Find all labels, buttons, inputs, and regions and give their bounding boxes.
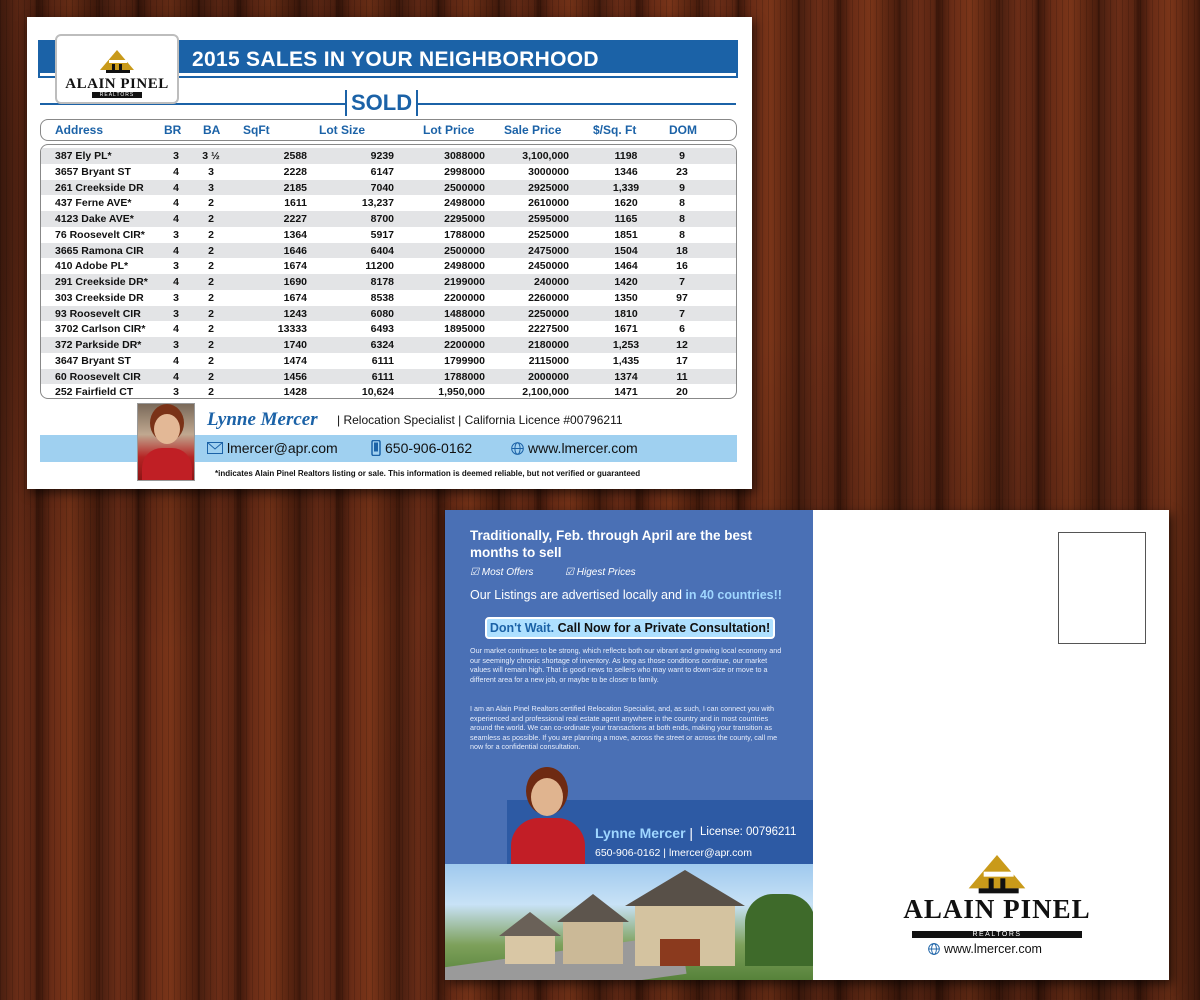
cell-dom: 7 bbox=[679, 276, 685, 288]
cell-ba: 2 bbox=[208, 228, 214, 241]
cell-sqft: 1456 bbox=[283, 370, 307, 383]
cell-price-per-sqft: 1620 bbox=[614, 197, 638, 210]
cell-ba: 2 bbox=[208, 323, 214, 336]
cell-sale-price: 2,100,000 bbox=[522, 386, 569, 399]
cell-lot-size: 10,624 bbox=[361, 386, 394, 399]
cell-lot-price: 2200000 bbox=[444, 291, 485, 304]
cta-blue: Don't Wait. bbox=[489, 621, 555, 635]
col-address: Address bbox=[55, 123, 104, 137]
cell-price-per-sqft: 1350 bbox=[614, 291, 638, 304]
table-row bbox=[41, 353, 736, 369]
cell-sqft: 13333 bbox=[277, 323, 307, 336]
cell-sqft: 1674 bbox=[283, 291, 307, 304]
table-header bbox=[40, 119, 737, 141]
cell-address: 93 Roosevelt CIR bbox=[55, 307, 141, 320]
cell-lot-price: 1788000 bbox=[444, 228, 485, 241]
cell-address: 291 Creekside DR* bbox=[55, 276, 148, 288]
phone-icon bbox=[371, 440, 381, 456]
cell-lot-size: 6404 bbox=[370, 244, 394, 257]
cell-dom: 12 bbox=[676, 339, 688, 351]
cell-dom: 8 bbox=[679, 213, 685, 225]
cell-price-per-sqft: 1,435 bbox=[612, 354, 640, 367]
alain-pinel-logo bbox=[55, 34, 179, 104]
cell-ba: 2 bbox=[208, 244, 214, 257]
cell-lot-size: 6147 bbox=[370, 165, 394, 178]
cell-price-per-sqft: 1374 bbox=[614, 370, 638, 383]
cell-price-per-sqft: 1810 bbox=[614, 307, 638, 320]
cell-lot-size: 6111 bbox=[371, 370, 394, 383]
check-most-offers: ☑ Most Offers bbox=[470, 567, 534, 578]
cell-price-per-sqft: 1464 bbox=[614, 260, 638, 273]
cell-sqft: 2185 bbox=[283, 181, 307, 194]
cell-price-per-sqft: 1,339 bbox=[612, 181, 640, 194]
agent-phone: 650-906-0162 bbox=[385, 440, 473, 456]
logo-sub-back: REALTORS bbox=[912, 931, 1081, 938]
logo-mark-icon bbox=[965, 855, 1029, 895]
cell-sale-price: 2595000 bbox=[528, 213, 569, 225]
cell-sale-price: 2227500 bbox=[528, 323, 569, 336]
agent-license: License: 00796211 bbox=[700, 826, 797, 838]
email-contact[interactable] bbox=[207, 440, 338, 456]
logo-name: ALAIN PINEL bbox=[65, 76, 169, 92]
agent-name-back: Lynne Mercer | bbox=[595, 825, 694, 841]
agent-title: | Relocation Specialist | California Licence #00796211 bbox=[337, 413, 623, 427]
table-row bbox=[41, 148, 736, 164]
table-row bbox=[41, 384, 736, 399]
cell-dom: 18 bbox=[676, 244, 688, 257]
cell-lot-price: 2498000 bbox=[444, 260, 485, 273]
cell-sale-price: 2525000 bbox=[528, 228, 569, 241]
agent-email: lmercer@apr.com bbox=[227, 440, 338, 456]
cell-address: 3647 Bryant ST bbox=[55, 354, 131, 367]
cell-price-per-sqft: 1504 bbox=[614, 244, 638, 257]
cell-br: 3 bbox=[173, 260, 179, 273]
cell-address: 372 Parkside DR* bbox=[55, 339, 142, 351]
cell-price-per-sqft: 1165 bbox=[614, 213, 638, 225]
cell-sale-price: 3000000 bbox=[528, 165, 569, 178]
check-highest-prices: ☑ Higest Prices bbox=[565, 567, 636, 578]
cell-ba: 3 bbox=[208, 181, 214, 194]
cell-address: 3657 Bryant ST bbox=[55, 165, 131, 178]
cell-lot-price: 1895000 bbox=[444, 323, 485, 336]
table-row bbox=[41, 369, 736, 385]
agent-photo bbox=[137, 403, 195, 481]
cell-br: 4 bbox=[173, 244, 179, 257]
table-row bbox=[41, 227, 736, 243]
cell-lot-size: 11200 bbox=[365, 260, 394, 273]
cell-lot-price: 2500000 bbox=[444, 244, 485, 257]
back-postcard bbox=[445, 510, 1169, 980]
cell-sqft: 1364 bbox=[283, 228, 307, 241]
phone-contact[interactable] bbox=[371, 440, 472, 456]
col-lot-size: Lot Size bbox=[319, 123, 366, 137]
table-row bbox=[41, 164, 736, 180]
cell-br: 3 bbox=[173, 339, 179, 351]
sold-label: SOLD bbox=[345, 90, 418, 116]
web-url-back: www.lmercer.com bbox=[944, 942, 1042, 956]
cell-sale-price: 240000 bbox=[533, 276, 569, 288]
agent-contact-back: 650-906-0162 | lmercer@apr.com bbox=[595, 847, 752, 859]
table-row bbox=[41, 306, 736, 322]
logo-sub: REALTORS bbox=[92, 92, 143, 98]
cell-price-per-sqft: 1471 bbox=[614, 386, 638, 399]
cell-lot-price: 1,950,000 bbox=[438, 386, 485, 399]
cell-lot-price: 2998000 bbox=[444, 165, 485, 178]
cell-dom: 9 bbox=[679, 150, 685, 162]
stamp-box bbox=[1058, 532, 1146, 644]
cell-sqft: 1690 bbox=[283, 276, 307, 288]
cell-sqft: 2227 bbox=[283, 213, 307, 225]
table-row bbox=[41, 274, 736, 290]
listing-highlight: in 40 countries!! bbox=[685, 588, 782, 602]
cell-address: 437 Ferne AVE* bbox=[55, 197, 132, 210]
cell-lot-price: 3088000 bbox=[444, 150, 485, 162]
cell-lot-price: 2199000 bbox=[444, 276, 485, 288]
cell-sqft: 1740 bbox=[283, 339, 307, 351]
cell-dom: 6 bbox=[679, 323, 685, 336]
cell-address: 261 Creekside DR bbox=[55, 181, 144, 194]
agent-web: www.lmercer.com bbox=[528, 440, 638, 456]
cell-address: 60 Roosevelt CIR bbox=[55, 370, 141, 383]
cell-address: 410 Adobe PL* bbox=[55, 260, 129, 273]
cell-lot-price: 2295000 bbox=[444, 213, 485, 225]
cell-ba: 2 bbox=[208, 197, 214, 210]
cell-sale-price: 2475000 bbox=[528, 244, 569, 257]
table-row bbox=[41, 258, 736, 274]
cell-br: 4 bbox=[173, 323, 179, 336]
col-sqft: SqFt bbox=[243, 123, 270, 137]
cell-br: 4 bbox=[173, 165, 179, 178]
cell-br: 4 bbox=[173, 197, 179, 210]
cell-dom: 8 bbox=[679, 197, 685, 210]
cell-sale-price: 2000000 bbox=[528, 370, 569, 383]
web-contact[interactable] bbox=[511, 440, 638, 456]
cell-br: 4 bbox=[173, 370, 179, 383]
cell-br: 3 bbox=[173, 307, 179, 320]
cell-price-per-sqft: 1420 bbox=[614, 276, 638, 288]
cell-lot-size: 6324 bbox=[370, 339, 394, 351]
cell-address: 303 Creekside DR bbox=[55, 291, 144, 304]
cell-lot-size: 6493 bbox=[370, 323, 394, 336]
cell-ba: 3 bbox=[208, 165, 214, 178]
cell-sale-price: 2115000 bbox=[528, 354, 569, 367]
cell-lot-price: 2498000 bbox=[444, 197, 485, 210]
cell-address: 252 Fairfield CT bbox=[55, 386, 134, 399]
web-contact-back[interactable] bbox=[928, 942, 1042, 956]
cell-lot-size: 5917 bbox=[370, 228, 394, 241]
table-row bbox=[41, 337, 736, 353]
table-row bbox=[41, 290, 736, 306]
cell-dom: 9 bbox=[679, 181, 685, 194]
cell-br: 4 bbox=[173, 276, 179, 288]
cell-sqft: 1646 bbox=[283, 244, 307, 257]
cell-address: 3665 Ramona CIR bbox=[55, 244, 144, 257]
cell-sqft: 1243 bbox=[283, 307, 307, 320]
cell-br: 3 bbox=[173, 386, 179, 399]
col-br: BR bbox=[164, 123, 182, 137]
alain-pinel-logo-back bbox=[893, 855, 1101, 941]
cell-dom: 97 bbox=[676, 291, 688, 304]
cell-dom: 17 bbox=[676, 354, 688, 367]
envelope-icon bbox=[207, 442, 223, 454]
cell-sale-price: 3,100,000 bbox=[522, 150, 569, 162]
table-row bbox=[41, 321, 736, 337]
cell-sqft: 2588 bbox=[283, 150, 307, 162]
page-title: 2015 SALES IN YOUR NEIGHBORHOOD bbox=[192, 48, 599, 71]
cell-ba: 2 bbox=[208, 213, 214, 225]
cell-ba: 2 bbox=[208, 260, 214, 273]
cell-br: 4 bbox=[173, 181, 179, 194]
cell-address: 3702 Carlson CIR* bbox=[55, 323, 146, 336]
cell-br: 3 bbox=[173, 150, 179, 162]
house-photo bbox=[445, 864, 813, 980]
cell-sale-price: 2180000 bbox=[528, 339, 569, 351]
globe-icon bbox=[928, 943, 940, 955]
cell-lot-size: 9239 bbox=[370, 150, 394, 162]
cell-lot-size: 6080 bbox=[370, 307, 394, 320]
cell-sale-price: 2260000 bbox=[528, 291, 569, 304]
cell-lot-size: 8700 bbox=[370, 213, 394, 225]
agent-name: Lynne Mercer bbox=[207, 409, 318, 430]
cell-lot-price: 2200000 bbox=[444, 339, 485, 351]
cell-price-per-sqft: 1346 bbox=[614, 165, 638, 178]
cell-br: 3 bbox=[173, 228, 179, 241]
cell-dom: 16 bbox=[676, 260, 688, 273]
cell-address: 387 Ely PL* bbox=[55, 150, 112, 162]
cell-ba: 2 bbox=[208, 370, 214, 383]
col-dom: DOM bbox=[669, 123, 697, 137]
table-row bbox=[41, 211, 736, 227]
cta-black: Call Now for a Private Consultation! bbox=[557, 621, 771, 635]
cell-price-per-sqft: 1851 bbox=[614, 228, 638, 241]
checkbox-icon: ☑ bbox=[565, 567, 577, 578]
cell-ba: 2 bbox=[208, 276, 214, 288]
cell-sqft: 2228 bbox=[283, 165, 307, 178]
cell-br: 4 bbox=[173, 213, 179, 225]
cell-sqft: 1474 bbox=[283, 354, 307, 367]
cell-br: 3 bbox=[173, 291, 179, 304]
cell-address: 4123 Dake AVE* bbox=[55, 213, 134, 225]
cell-sqft: 1611 bbox=[284, 197, 307, 210]
cell-price-per-sqft: 1,253 bbox=[612, 339, 640, 351]
cell-sale-price: 2250000 bbox=[528, 307, 569, 320]
agent-photo-back bbox=[507, 766, 589, 864]
cell-address: 76 Roosevelt CIR* bbox=[55, 228, 145, 241]
col-lot-price: Lot Price bbox=[423, 123, 475, 137]
cell-lot-size: 6111 bbox=[371, 354, 394, 367]
table-row bbox=[41, 195, 736, 211]
cell-sqft: 1428 bbox=[283, 386, 307, 399]
cell-ba: 2 bbox=[208, 291, 214, 304]
cell-sale-price: 2925000 bbox=[528, 181, 569, 194]
cell-price-per-sqft: 1671 bbox=[614, 323, 638, 336]
logo-mark-icon bbox=[100, 50, 134, 74]
checkbox-icon: ☑ bbox=[470, 567, 482, 578]
cell-ba: 2 bbox=[208, 354, 214, 367]
table-row bbox=[41, 243, 736, 259]
cell-ba: 2 bbox=[208, 339, 214, 351]
col-price-per-sqft: $/Sq. Ft bbox=[593, 123, 637, 137]
cell-ba: 2 bbox=[208, 307, 214, 320]
cell-lot-price: 2500000 bbox=[444, 181, 485, 194]
cta-banner[interactable] bbox=[485, 617, 775, 639]
cell-ba: 2 bbox=[208, 386, 214, 399]
cell-sale-price: 2610000 bbox=[528, 197, 569, 210]
cell-lot-price: 1799900 bbox=[444, 354, 485, 367]
listing-line: Our Listings are advertised locally and in 40 countries!! bbox=[470, 588, 782, 602]
cell-sale-price: 2450000 bbox=[528, 260, 569, 273]
cell-lot-size: 13,237 bbox=[361, 197, 394, 210]
cell-lot-size: 8538 bbox=[370, 291, 394, 304]
paragraph-relocation: I am an Alain Pinel Realtors certified Relocation Specialist, and, as such, I can connect you with experienced and professional real estate agent anywhere in the country and in most countries around the world. We can co-ordinate your transactions at both ends, making your transition as seamless as possible. If you are planning a move, across the street or across the county, call me now for a confidential consultation. bbox=[470, 704, 778, 752]
front-postcard bbox=[27, 17, 752, 489]
cell-dom: 23 bbox=[676, 165, 688, 178]
cell-dom: 11 bbox=[676, 370, 688, 383]
cell-br: 4 bbox=[173, 354, 179, 367]
cell-dom: 7 bbox=[679, 307, 685, 320]
cell-lot-size: 8178 bbox=[370, 276, 394, 288]
cell-price-per-sqft: 1198 bbox=[614, 150, 638, 162]
cell-lot-size: 7040 bbox=[370, 181, 394, 194]
cell-sqft: 1674 bbox=[283, 260, 307, 273]
cell-ba: 3 ½ bbox=[202, 150, 220, 162]
sales-table bbox=[40, 144, 737, 399]
col-sale-price: Sale Price bbox=[504, 123, 562, 137]
disclaimer: *indicates Alain Pinel Realtors listing or sale. This information is deemed reliable, but not verified or guaranteed bbox=[215, 469, 641, 478]
logo-name-back: ALAIN PINEL bbox=[903, 894, 1091, 924]
globe-icon bbox=[511, 442, 524, 455]
table-row bbox=[41, 180, 736, 196]
cell-lot-price: 1788000 bbox=[444, 370, 485, 383]
headline: Traditionally, Feb. through April are the best months to sell bbox=[470, 528, 753, 560]
cell-dom: 20 bbox=[676, 386, 688, 399]
cell-dom: 8 bbox=[679, 228, 685, 241]
paragraph-market: Our market continues to be strong, which reflects both our vibrant and growing local economy and our seemingly chronic shortage of inventory. As long as those conditions continue, our market values will remain high. That is good news to sellers who may want to down-size or move to a different area for a new job, or maybe to be closer to family. bbox=[470, 646, 782, 684]
cell-lot-price: 1488000 bbox=[444, 307, 485, 320]
col-ba: BA bbox=[203, 123, 221, 137]
